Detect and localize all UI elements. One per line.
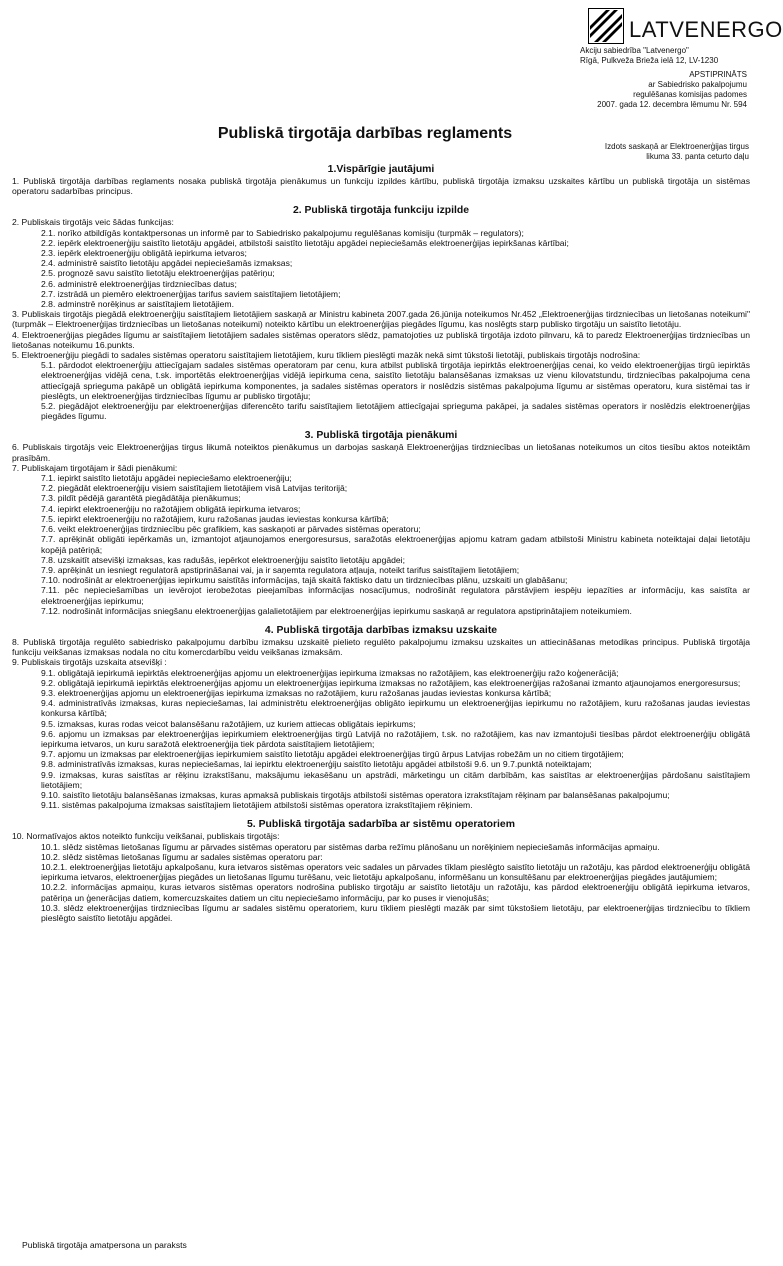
clause-paragraph: 8. Publiskā tirgotāja regulēto sabiedrisko pakalpojumu darbību izmaksu uzskaitē pielieto regulēto pakalpojumu izmaksu uzskaites un attiecināšanas metodikas principus. Publiskā tirgotāja funkciju veikšanas izmaksas nodala no citu komercdarbību veidu veikšanas izmaksām. [12, 636, 750, 658]
subclause-paragraph: 9.4. administratīvās izmaksas, kuras nepieciešamas, lai administrētu elektroenerģijas obligāto iepirkumu un elektroenerģijas iepirkumu no ražotājiem, kuru ražošanas jaudas ieviestas konkursa kārtībā; [41, 698, 750, 719]
issued-line: likuma 33. panta ceturto daļu [646, 152, 749, 161]
subclause-paragraph: 2.8. adminstrē norēķinus ar saistītajiem lietotājiem. [41, 299, 234, 310]
subclause-paragraph: 7.3. pildīt pēdējā garantētā piegādātāja pienākumus; [41, 493, 241, 504]
company-street: Rīgā, Pulkveža Brieža ielā 12, LV-1230 [580, 56, 719, 65]
subclause-paragraph: 9.7. apjomu un izmaksas par elektroenerģijas iepirkumiem saistīto lietotāju apgādei elektroenerģijas tirgū ārpus Latvijas robežām un no citiem tirgotājiem; [41, 749, 624, 760]
subclause-paragraph: 7.10. nodrošināt ar elektroenerģijas iepirkumu saistītās informācijas, tajā skaitā faktisko datu un tirdzniecības plānu, uzskaiti un glabāšanu; [41, 575, 568, 586]
subclause-paragraph: 7.4. iepirkt elektroenerģiju no ražotājiem obligātā iepirkuma ietvaros; [41, 503, 301, 514]
section-heading: 3. Publiskā tirgotāja pienākumi [304, 430, 458, 442]
subclause-paragraph: 7.5. iepirkt elektroenerģiju no ražotājiem, kuru ražošanas jaudas ieviestas konkursa kārtībā; [41, 513, 389, 524]
document-title: Publiskā tirgotāja darbības reglaments [217, 125, 513, 142]
logo-text: LATVENERGO [629, 17, 783, 42]
latvenergo-logo-icon [588, 8, 624, 44]
subclause-paragraph: 10.1. slēdz sistēmas lietošanas līgumu ar pārvades sistēmas operatoru par sistēmas darba režīmu plānošanu un norēķiniem nepieciešamās informācijas apmaiņu. [41, 841, 660, 852]
subclause-paragraph: 2.3. iepērk elektroenerģiju obligātā iepirkuma ietvaros; [41, 248, 247, 259]
section-heading: 5. Publiskā tirgotāja sadarbība ar sistēmu operatoriem [247, 819, 515, 831]
subclause-paragraph: 9.9. izmaksas, kuras saistītas ar rēķinu izrakstīšanu, maksājumu iekasēšanu un apstrādi, mārketingu un citām darbībām, kas saistītas ar elektroenerģijas pārdošanu saistītajiem lietotājiem; [41, 769, 750, 790]
subclause-paragraph: 9.2. obligātajā iepirkumā iepirktās elektroenerģijas apjomu un elektroenerģijas iepirkuma izmaksas no ražotājiem, kas elektroenerģijas ražošanai izmanto atjaunojamos energoresursus; [41, 677, 741, 688]
section-heading: 1.Vispārīgie jautājumi [327, 164, 435, 175]
issued-note [539, 142, 749, 162]
clause-paragraph: 6. Publiskais tirgotājs veic Elektroenerģijas tirgus likumā noteiktos pienākumus un darbojas saskaņā Elektroenerģijas tirdzniecības un lietošanas noteikumos un citos tiesību aktos noteiktām prasībām. [12, 442, 750, 463]
subclause-paragraph: 10.2.2. informācijas apmaiņu, kuras ietvaros sistēmas operators nodrošina publisko tirgotāju ar saistīto lietotāju un ražotāju, kas pārdod elektroenerģiju obligātā iepirkuma ietvaros, patēriņa un ģenerācijas datiem, komercuzskaites datiem un citu nepieciešamo informāciju, par ko puses ir vienojušās; [41, 882, 750, 903]
clause-paragraph: 3. Publiskais tirgotājs piegādā elektroenerģiju saistītajiem lietotājiem saskaņā ar Ministru kabineta 2007.gada 26.jūnija noteikumos Nr.452 „Elektroenerģijas tirdzniecības un lietošanas noteikumi" (turpmāk – Elektroenerģijas tirdzniecības un lietošanas noteikumi) noteikto kārtību un elektroenerģijas piegādes līgumu, kas noslēgts starp publisko tirgotāju un saistīto lietotāju. [12, 309, 750, 330]
subclause-paragraph: 9.11. sistēmas pakalpojuma izmaksas saistītajiem lietotājiem atbilstoši sistēmas operatora izrakstītajiem rēķiniem. [41, 800, 473, 811]
clause-paragraph: 4. Elektroenerģijas piegādes līgumu ar saistītajiem lietotājiem sadales sistēmas operators slēdz, pamatojoties uz publiskā tirgotāja izdoto pilnvaru, kā to paredz Elektroenerģijas tirdzniecības un lietošanas noteikumu 16.punkts. [12, 329, 750, 350]
clause-paragraph: 1. Publiskā tirgotāja darbības reglaments nosaka publiskā tirgotāja pienākumus un funkciju izpildes kārtību, publiskā tirgotāja izmaksu uzskaites kārtību un publiskā tirgotāja un sistēmas operatoru sadarbības principus. [12, 176, 750, 197]
company-address [580, 46, 760, 66]
company-name: Akciju sabiedrība "Latvenergo" [580, 46, 689, 55]
subclause-paragraph: 9.6. apjomu un izmaksas par elektroenerģijas iepirkumiem elektroenerģijas tirgū Latvijā no ražotājiem, t.sk. no ražotājiem, kas nav izmantojuši tiesības pārdot elektroenerģiju obligātā iepirkuma ietvaros, un kuru saražotā elektroenerģija tiek pārdota saistītajiem lietotājiem; [41, 728, 750, 749]
clause-paragraph: 10. Normatīvajos aktos noteikto funkciju veikšanai, publiskais tirgotājs: [12, 831, 280, 842]
company-logo [588, 8, 783, 44]
signature-label: Publiskā tirgotāja amatpersona un paraksts [22, 1240, 187, 1250]
section-heading: 4. Publiskā tirgotāja darbības izmaksu uzskaite [264, 624, 498, 636]
subclause-paragraph: 9.3. elektroenerģijas apjomu un elektroenerģijas iepirkuma izmaksas no ražotājiem, kuru ražošanas jaudas ieviestas konkursa kārtībā; [41, 687, 552, 698]
subclause-paragraph: 7.6. veikt elektroenerģijas tirdzniecību pēc grafikiem, kas saskaņoti ar pārvades sistēmas operatoru; [41, 524, 421, 535]
clause-paragraph: 2. Publiskais tirgotājs veic šādas funkcijas: [12, 217, 174, 228]
approval-line: ar Sabiedrisko pakalpojumu [648, 80, 747, 89]
subclause-paragraph: 5.2. piegādājot elektroenerģiju par elektroenerģijas diferencēto tarifu saistītajiem lietotājiem attiecīgajai sprieguma pakāpei, ja sadales sistēmas operators ir noslēdzis elektroenerģijas piegādes līgumu. [41, 401, 750, 422]
approval-line: 2007. gada 12. decembra lēmumu Nr. 594 [597, 100, 747, 109]
clause-paragraph: 7. Publiskajam tirgotājam ir šādi pienākumi: [12, 462, 178, 473]
subclause-paragraph: 7.12. nodrošināt informācijas sniegšanu elektroenerģijas galalietotājiem par elektroenerģijas iepirkumu saskaņā ar regulatora apstiprinātajiem noteikumiem. [41, 605, 632, 616]
issued-line: Izdots saskaņā ar Elektroenerģijas tirgus [604, 142, 749, 151]
approval-note [597, 70, 747, 110]
subclause-paragraph: 2.7. izstrādā un piemēro elektroenerģijas tarifus saviem saistītajiem lietotājiem; [41, 288, 341, 299]
subclause-paragraph: 7.9. aprēķināt un iesniegt regulatorā apstiprināšanai vai, ja ir saņemta regulatora atļauja, noteikt tarifus saistītajiem lietotājiem; [41, 564, 520, 575]
document-body [12, 163, 750, 923]
clause-paragraph: 9. Publiskais tirgotājs uzskaita atsevišķi : [12, 657, 167, 668]
subclause-paragraph: 5.1. pārdodot elektroenerģiju attiecīgajam sadales sistēmas operatoram par cenu, kura atbilst publiskā tirgotāja iepirktās elektroenerģijas cenai, ko veido elektroenerģijas tirgū iepirktās elektroenerģijas vidējā cena, t.sk. importētās elektroenerģijas vidējā iepirkuma cena, saistīto lietotāju balansēšanas izmaksas uz vienu kilovatstundu, tirdzniecības pakalpojuma cena attiecīgajā sprieguma pakāpē un obligātā iepirkuma komponentes, ja sadales sistēmas operators ir noslēdzis sistēmas pakalpojuma līgumu ar sistēmas operatoru, kura sistēmai tas ir pieslēgts, un elektroenerģijas tirdzniecības līgumu ar publisko tirgotāju; [41, 360, 750, 401]
subclause-paragraph: 2.5. prognozē savu saistīto lietotāju elektroenerģijas patēriņu; [41, 268, 275, 279]
subclause-paragraph: 7.8. uzskaitīt atsevišķi izmaksas, kas radušās, iepērkot elektroenerģiju saistīto lietotāju apgādei; [41, 554, 405, 565]
subclause-paragraph: 10.3. slēdz elektroenerģijas tirdzniecības līgumu ar sadales sistēmu operatoriem, kuru tīkliem pieslēgti mazāk par simt tūkstošiem lietotāju, par elektroenerģijas tirdzniecību to tīkliem pieslēgto saistīto lietotāju apgādei. [41, 902, 750, 923]
subclause-paragraph: 9.10. saistīto lietotāju balansēšanas izmaksas, kuras apmaksā publiskais tirgotājs atbilstoši sistēmas operatora izrakstītajam rēķinam par balansēšanas pakalpojumu; [41, 789, 670, 800]
subclause-paragraph: 7.11. pēc nepieciešamības un ievērojot ierobežotas pieejamības informācijas nosacījumus, nodrošināt regulatora pārstāvjiem iespēju iepazīties ar informāciju, kas saistīta ar elektroenerģijas iepirkumu; [41, 585, 750, 606]
subclause-paragraph: 7.7. aprēķināt obligāti iepērkamās un, izmantojot atjaunojamos energoresursus, saražotās elektroenerģijas apjomu katram gadam atbilstoši Ministru kabineta noteiktajai daļai lietotāju kopējā patēriņā; [41, 534, 750, 555]
subclause-paragraph: 7.1. iepirkt saistīto lietotāju apgādei nepieciešamo elektroenerģiju; [41, 473, 292, 484]
subclause-paragraph: 9.8. administratīvās izmaksas, kuras nepieciešamas, lai iepirktu elektroenerģiju saistīto lietotāju apgādei atbilstoši 9.6. un 9.7.punktā noteiktajam; [41, 759, 592, 770]
clause-paragraph: 5. Elektroenerģiju piegādi to sadales sistēmas operatoru saistītajiem lietotājiem, kuru tīkliem pieslēgti mazāk nekā simt tūkstoši lietotāji, publiskais tirgotājs nodrošina: [12, 350, 641, 361]
subclause-paragraph: 7.2. piegādāt elektroenerģiju visiem saistītajiem lietotājiem visā Latvijas teritorijā; [41, 483, 348, 494]
subclause-paragraph: 2.1. norīko atbildīgās kontaktpersonas un informē par to Sabiedrisko pakalpojumu regulēšanas komisiju (turpmāk – regulators); [41, 227, 524, 238]
subclause-paragraph: 10.2.1. elektroenerģijas lietotāju apkalpošanu, kura ietvaros sistēmas operators veic sadales un pārvades tīklam pieslēgto saistīto lietotāju un ražotāju, kas pārdod elektroenerģiju obligātā iepirkuma ietvaros, elektroenerģijas piegādes un lietošanas līgumu turēšanu, veic lietotāju apkalpošanu, informēšanu un konsultēšanu par elektroenerģijas piegādes jautājumiem; [41, 861, 750, 883]
approval-line: APSTIPRINĀTS [689, 70, 747, 79]
subclause-paragraph: 2.6. administrē elektroenerģijas tirdzniecības datus; [41, 278, 237, 289]
subclause-paragraph: 2.4. administrē saistīto lietotāju apgādei nepieciešamās izmaksas; [41, 258, 293, 269]
subclause-paragraph: 2.2. iepērk elektroenerģiju saistīto lietotāju apgādei, atbilstoši saistīto lietotāju apgādei nepieciešamās elektroenerģijas iepirkšanas kārtībai; [41, 237, 569, 248]
subclause-paragraph: 9.5. izmaksas, kuras rodas veicot balansēšanu ražotājiem, uz kuriem attiecas obligātais iepirkums; [41, 718, 416, 729]
section-heading: 2. Publiskā tirgotāja funkciju izpilde [292, 205, 470, 217]
subclause-paragraph: 10.2. slēdz sistēmas lietošanas līgumu ar sadales sistēmas operatoru par: [41, 851, 323, 862]
approval-line: regulēšanas komisijas padomes [633, 90, 747, 99]
subclause-paragraph: 9.1. obligātajā iepirkumā iepirktās elektroenerģijas apjomu un elektroenerģijas iepirkuma izmaksas no ražotājiem, kas elektroenerģiju ražo koģenerācijā; [41, 667, 619, 678]
